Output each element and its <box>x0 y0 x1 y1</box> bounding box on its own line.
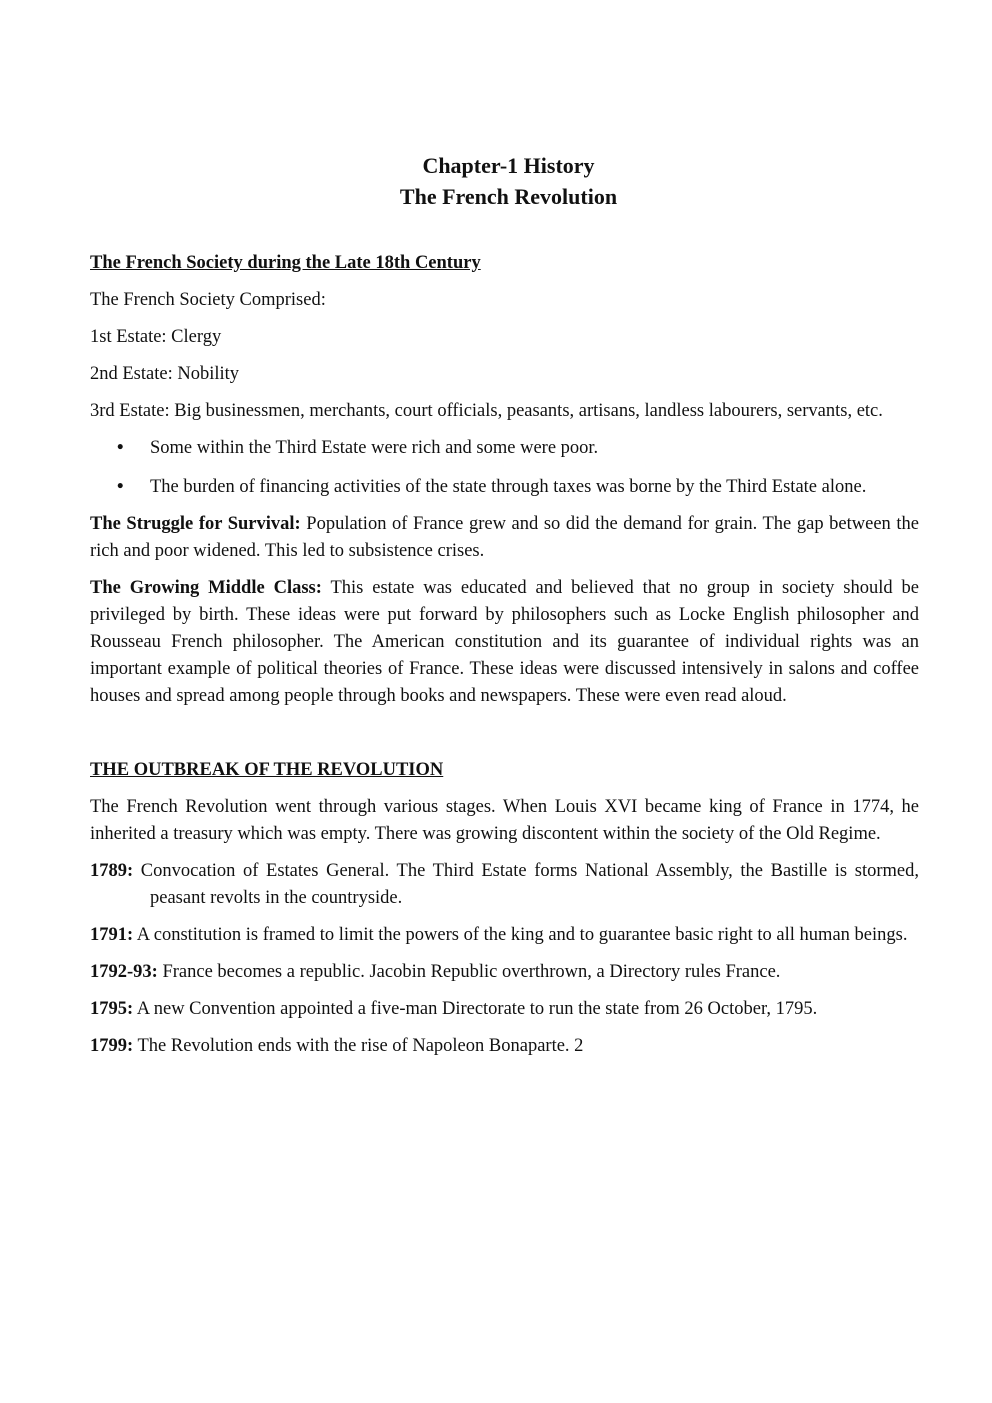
timeline-year: 1792-93: <box>90 962 158 982</box>
timeline-entry-1789 <box>90 858 919 912</box>
timeline-year: 1791: <box>90 925 134 945</box>
middle-class-text: This estate was educated and believed that no group in society should be privileged by birth. These ideas were put forward by philosophers such as Locke English philosopher and Rousseau French philosopher. The American constitution and its guarantee of individual rights was an important example of political theories of France. These ideas were discussed intensively in salons and coffee houses and spread among people through books and newspapers. These were even read aloud. <box>90 578 920 706</box>
estate-second: 2nd Estate: Nobility <box>90 364 240 384</box>
timeline-entry-1795 <box>90 996 919 1023</box>
chapter-title <box>98 150 919 212</box>
section-heading-french-society: The French Society during the Late 18th Century <box>90 253 481 273</box>
struggle-label: The Struggle for Survival: <box>90 514 301 534</box>
list-item <box>90 435 919 462</box>
struggle-text: Population of France grew and so did the demand for grain. The gap between the rich and poor widened. This led to subsistence crises. <box>90 514 919 561</box>
bullet-icon: • <box>117 438 124 458</box>
middle-class-paragraph <box>90 575 919 710</box>
timeline-entry-1799 <box>90 1033 919 1060</box>
estate-third: 3rd Estate: Big businessmen, merchants, court officials, peasants, artisans, landless labourers, servants, etc. <box>90 401 883 421</box>
section-heading-outbreak: THE OUTBREAK OF THE REVOLUTION <box>90 760 444 780</box>
timeline-year: 1789: <box>90 861 134 881</box>
timeline-year: 1795: <box>90 999 134 1019</box>
timeline-text: Convocation of Estates General. The Third Estate forms National Assembly, the Bastille is stormed, peasant revolts in the countryside. <box>133 861 919 908</box>
timeline-entry-1792-93 <box>90 959 919 986</box>
timeline-text: A new Convention appointed a five-man Directorate to run the state from 26 October, 1795. <box>133 999 818 1019</box>
timeline-text: A constitution is framed to limit the powers of the king and to guarantee basic right to all human beings. <box>133 925 908 945</box>
outbreak-intro: The French Revolution went through various stages. When Louis XVI became king of France in 1774, he inherited a treasury which was empty. There was growing discontent within the society of the Old Regime. <box>90 797 919 844</box>
timeline-text: France becomes a republic. Jacobin Republic overthrown, a Directory rules France. <box>157 962 781 982</box>
third-estate-bullet-list <box>90 435 919 501</box>
list-item-text: Some within the Third Estate were rich and some were poor. <box>150 438 599 458</box>
society-intro: The French Society Comprised: <box>90 290 326 310</box>
timeline-entry-1791 <box>90 922 919 949</box>
chapter-title-line1: Chapter-1 History <box>422 153 595 178</box>
estate-first: 1st Estate: Clergy <box>90 327 222 347</box>
list-item-text: The burden of financing activities of the state through taxes was borne by the Third Estate alone. <box>150 477 867 497</box>
chapter-title-line2: The French Revolution <box>399 184 618 209</box>
timeline-year: 1799: <box>90 1036 134 1056</box>
bullet-icon: • <box>117 477 124 497</box>
middle-class-label: The Growing Middle Class: <box>90 578 322 598</box>
document-page <box>90 150 919 1060</box>
list-item <box>90 474 919 501</box>
timeline-text: The Revolution ends with the rise of Napoleon Bonaparte. 2 <box>133 1036 584 1056</box>
struggle-paragraph <box>90 511 919 565</box>
